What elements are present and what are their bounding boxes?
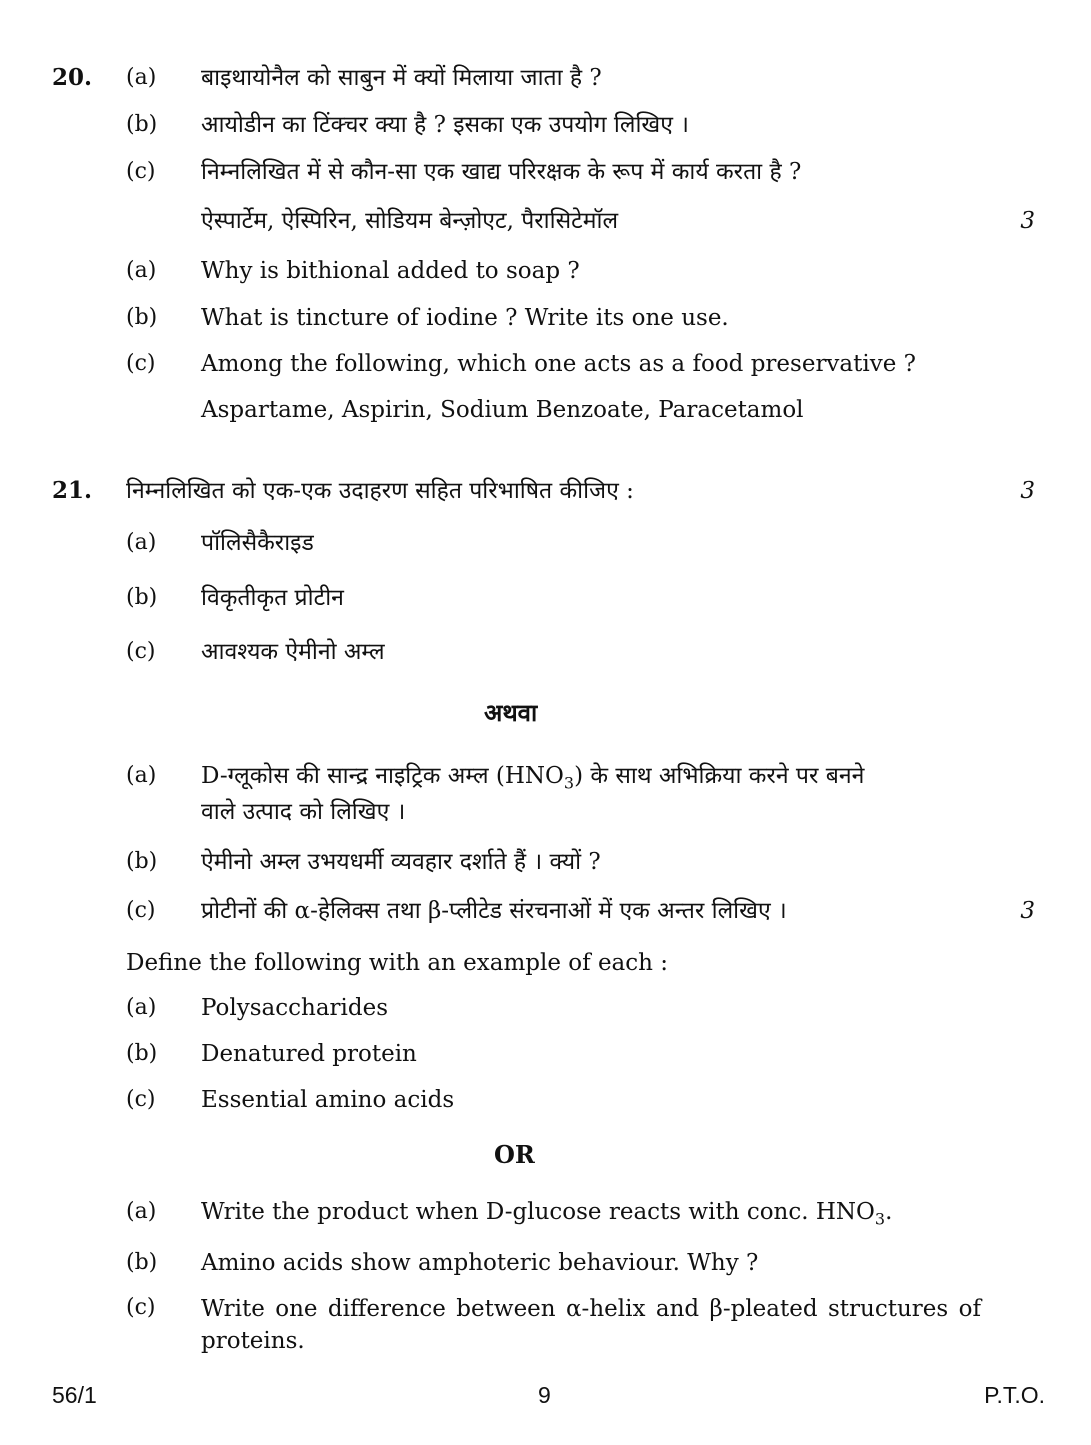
question-text: विकृतीकृत प्रोटीन: [201, 585, 344, 611]
item-label: (b): [126, 1041, 158, 1066]
question-text: Polysaccharides: [201, 995, 389, 1021]
question-intro: Define the following with an example of each :: [126, 950, 669, 976]
question-text-continued: वाले उत्पाद को लिखिए ।: [201, 799, 406, 825]
item-label: (b): [126, 112, 158, 137]
item-label: (c): [126, 1087, 156, 1112]
item-label: (c): [126, 1295, 156, 1320]
item-label: (c): [126, 159, 156, 184]
options-text: Aspartame, Aspirin, Sodium Benzoate, Paracetamol: [201, 397, 804, 423]
question-text: Write the product when D-glucose reacts with conc. $HNO_3$.: [201, 1199, 893, 1229]
item-label: (a): [126, 65, 157, 90]
question-text: ऐमीनो अम्ल उभयधर्मी व्यवहार दर्शाते हैं । क्यों ?: [201, 849, 601, 875]
marks: 3: [1020, 898, 1035, 924]
item-label: (a): [126, 530, 157, 555]
item-label: (b): [126, 305, 158, 330]
item-label: (c): [126, 351, 156, 376]
marks: 3: [1020, 478, 1035, 504]
question-text: Among the following, which one acts as a food preservative ?: [201, 351, 916, 377]
question-text: प्रोटीनों की α-हेलिक्स तथा β-प्लीटेड संरचनाओं में एक अन्तर लिखिए ।: [201, 898, 787, 924]
question-text: आवश्यक ऐमीनो अम्ल: [201, 639, 385, 665]
item-label: (b): [126, 585, 158, 610]
question-text: निम्नलिखित में से कौन-सा एक खाद्य परिरक्षक के रूप में कार्य करता है ?: [201, 159, 802, 185]
question-text: पॉलिसैकैराइड: [201, 530, 314, 556]
question-text: आयोडीन का टिंक्चर क्या है ? इसका एक उपयोग लिखिए ।: [201, 112, 689, 138]
question-text: Denatured protein: [201, 1041, 417, 1067]
item-label: (b): [126, 1250, 158, 1275]
question-number-21: 21.: [52, 477, 93, 504]
or-heading-english: OR: [494, 1140, 535, 1169]
item-label: (a): [126, 763, 157, 788]
page-number: 9: [538, 1382, 551, 1408]
item-label: (a): [126, 1199, 157, 1224]
question-text: Amino acids show amphoteric behaviour. Why ?: [201, 1250, 759, 1276]
question-text: बाइथायोनैल को साबुन में क्यों मिलाया जाता है ?: [201, 65, 602, 91]
or-heading-hindi: अथवा: [484, 698, 538, 727]
question-text: Essential amino acids: [201, 1087, 455, 1113]
pto-label: P.T.O.: [984, 1382, 1045, 1408]
item-label: (a): [126, 995, 157, 1020]
question-text: What is tincture of iodine ? Write its one use.: [201, 305, 729, 331]
question-number-20: 20.: [52, 64, 93, 91]
item-label: (c): [126, 898, 156, 923]
item-label: (b): [126, 849, 158, 874]
question-intro: निम्नलिखित को एक-एक उदाहरण सहित परिभाषित कीजिए :: [126, 478, 634, 504]
question-text: Why is bithional added to soap ?: [201, 258, 580, 284]
item-label: (a): [126, 258, 157, 283]
paper-code: 56/1: [52, 1382, 97, 1408]
question-text: D-ग्लूकोस की सान्द्र नाइट्रिक अम्ल $(HNO_3)$ के साथ अभिक्रिया करने पर बनने: [201, 763, 865, 793]
item-label: (c): [126, 639, 156, 664]
question-text: Write one difference between α-helix and β-pleated structures of proteins.: [201, 1296, 981, 1354]
options-text: ऐस्पार्टेम, ऐस्पिरिन, सोडियम बेन्ज़ोएट, पैरासिटेमॉल: [201, 208, 619, 234]
marks: 3: [1020, 208, 1035, 234]
